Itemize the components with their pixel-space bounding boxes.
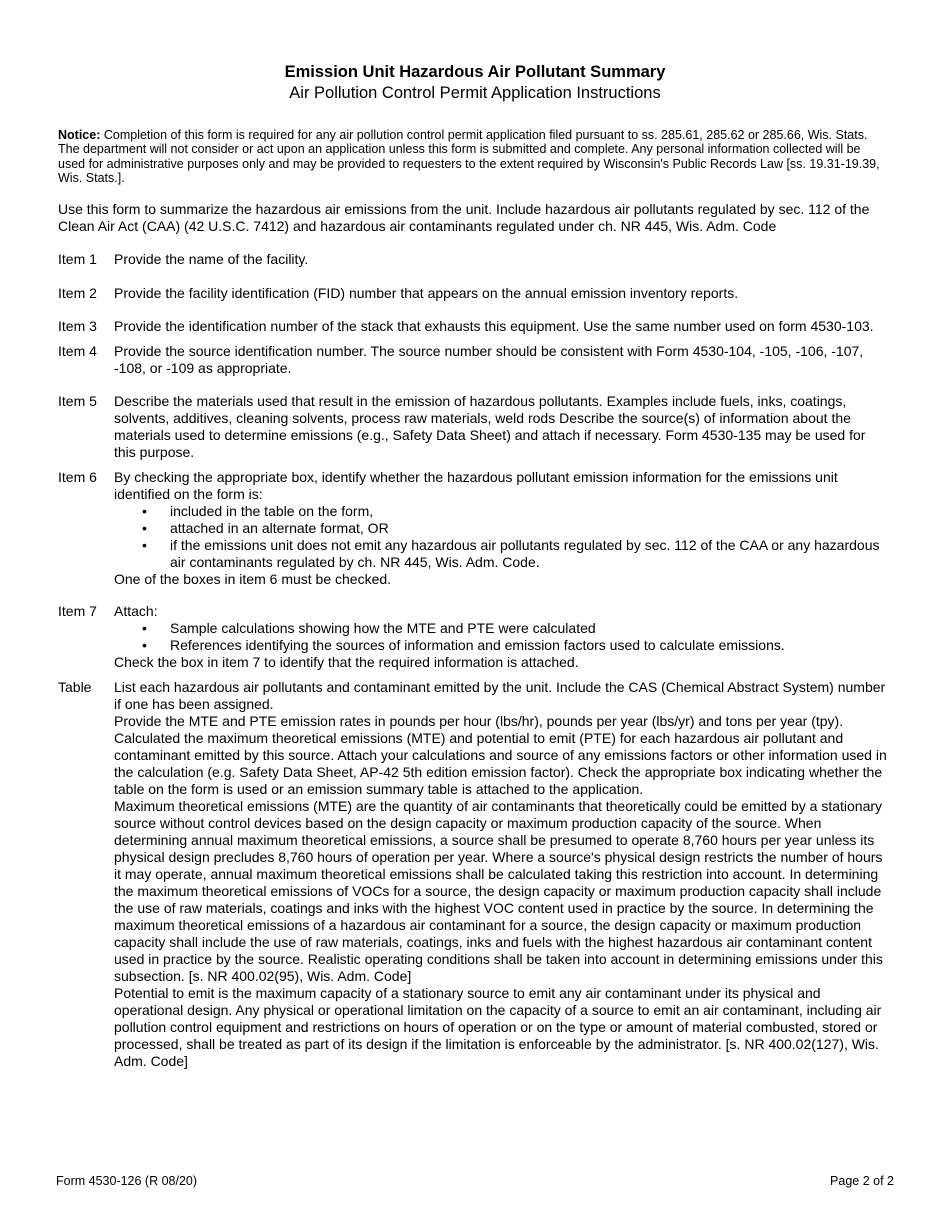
item-4-text: Provide the source identification number. The source number should be consistent with Form 4530-104, -105, -106, -107, -108, or -109 as appropriate. bbox=[114, 343, 864, 376]
bullet-icon: • bbox=[142, 637, 147, 653]
intro-paragraph: Use this form to summarize the hazardous air emissions from the unit. Include hazardous air pollutants regulated by sec. 112 of the Clean Air Act (CAA) (42 U.S.C. 7412) and hazardous air contaminants regulated under ch. NR 445, Wis. Adm. Code bbox=[58, 201, 870, 234]
notice-paragraph bbox=[58, 128, 890, 186]
bullet-icon: • bbox=[142, 520, 147, 536]
table-paragraph-2: Provide the MTE and PTE emission rates in pounds per hour (lbs/hr), pounds per year (lbs/yr) and tons per year (tpy). Calculated the maximum theoretical emissions (MTE) and potential to emit (PTE) for each hazardous air pollutant and contaminant emitted by this source. Attach your calculations and source of any emissions factors or other information used in the calculation (e.g. Safety Data Sheet, AP-42 5th edition emission factor). Check the appropriate box indicating whether the table on the form is used or an emission summary table is attached to the application. bbox=[114, 713, 887, 797]
item-3 bbox=[58, 318, 890, 335]
page-number: Page 2 of 2 bbox=[830, 1174, 894, 1188]
item-2-text: Provide the facility identification (FID) number that appears on the annual emission inventory reports. bbox=[114, 285, 739, 301]
item-7-footer: Check the box in item 7 to identify that the required information is attached. bbox=[114, 654, 579, 670]
table-instructions bbox=[58, 679, 890, 1070]
table-paragraph-1: List each hazardous air pollutants and contaminant emitted by the unit. Include the CAS (Chemical Abstract System) number if one has been assigned. bbox=[114, 679, 886, 712]
notice-text: Completion of this form is required for any air pollution control permit application filed pursuant to ss. 285.61, 285.62 or 285.66, Wis. Stats. The department will not consider or act upon an application unless this form is submitted and complete. Any personal information collected will be used for administrative purposes only and may be provided to requesters to the extent required by Wisconsin's Public Records Law [ss. 19.31-19.39, Wis. Stats.]. bbox=[58, 128, 880, 186]
bullet-icon: • bbox=[142, 537, 147, 553]
table-paragraph-mte: Maximum theoretical emissions (MTE) are the quantity of air contaminants that theoretically could be emitted by a stationary source without control devices based on the design capacity or maximum production capacity of the source. When determining annual maximum theoretical emissions, a source shall be presumed to operate 8,760 hours per year unless its physical design precludes 8,760 hours of operation per year. Where a source's physical design restricts the number of hours it may operate, annual maximum theoretical emissions shall be calculated taking this restriction into account. In determining the maximum theoretical emissions of VOCs for a source, the design capacity or maximum production capacity shall include the use of raw materials, coatings and inks with the highest VOC content used in practice by the source. In determining the maximum theoretical emissions of a hazardous air contaminant for a source, the design capacity or maximum production capacity shall include the use of raw materials, coatings, inks and fuels with the highest hazardous air contaminant content used in practice by the source. Realistic operating conditions shall be taken into account in determining emissions under this subsection. [s. NR 400.02(95), Wis. Adm. Code] bbox=[114, 798, 883, 984]
bullet-icon: • bbox=[142, 620, 147, 636]
item-1-text: Provide the name of the facility. bbox=[114, 251, 309, 267]
list-item: • References identifying the sources of information and emission factors used to calculate emissions. bbox=[142, 637, 785, 653]
item-3-label: Item 3 bbox=[58, 318, 97, 334]
item-6-footer: One of the boxes in item 6 must be checked. bbox=[114, 571, 392, 587]
item-2 bbox=[58, 285, 890, 302]
item-1-label: Item 1 bbox=[58, 251, 97, 267]
item-5-text: Describe the materials used that result in the emission of hazardous pollutants. Examples include fuels, inks, coatings, solvents, additives, cleaning solvents, process raw materials, weld rods Describe the source(s) of information about the materials used to determine emissions (e.g., Safety Data Sheet) and attach if necessary. Form 4530-135 may be used for this purpose. bbox=[114, 393, 866, 460]
form-number: Form 4530-126 (R 08/20) bbox=[56, 1174, 198, 1188]
item-7-text: Attach: bbox=[114, 603, 158, 619]
item-2-label: Item 2 bbox=[58, 285, 97, 301]
table-label: Table bbox=[58, 679, 92, 695]
item-6 bbox=[58, 469, 890, 588]
list-item: • included in the table on the form, bbox=[142, 503, 374, 519]
bullet-icon: • bbox=[142, 503, 147, 519]
list-item: • attached in an alternate format, OR bbox=[142, 520, 389, 536]
page-subtitle: Air Pollution Control Permit Application Instructions bbox=[289, 84, 661, 102]
list-item: • Sample calculations showing how the MTE and PTE were calculated bbox=[142, 620, 596, 636]
item-6-text: By checking the appropriate box, identify whether the hazardous pollutant emission information for the emissions unit identified on the form is: bbox=[114, 469, 838, 502]
item-4 bbox=[58, 343, 890, 377]
item-4-label: Item 4 bbox=[58, 343, 97, 359]
list-item: • if the emissions unit does not emit any hazardous air pollutants regulated by sec. 112 of the CAA or any hazardous air contaminants regulated by ch. NR 445, Wis. Adm. Code. bbox=[142, 537, 880, 570]
item-7-bullets bbox=[114, 620, 890, 654]
notice-label: Notice: bbox=[58, 128, 101, 142]
item-5-label: Item 5 bbox=[58, 393, 97, 409]
table-paragraph-pte: Potential to emit is the maximum capacity of a stationary source to emit any air contaminant under its physical and operational design. Any physical or operational limitation on the capacity of a source to emit an air contaminant, including air pollution control equipment and restrictions on hours of operation or on the type or amount of material combusted, stored or processed, shall be treated as part of its design if the limitation is enforceable by the administrator. [s. NR 400.02(127), Wis. Adm. Code] bbox=[114, 985, 882, 1069]
item-3-text: Provide the identification number of the stack that exhausts this equipment. Use the same number used on form 4530-103. bbox=[114, 318, 874, 334]
item-6-bullets bbox=[114, 503, 890, 571]
item-1 bbox=[58, 251, 890, 268]
item-7-label: Item 7 bbox=[58, 603, 97, 619]
item-6-label: Item 6 bbox=[58, 469, 97, 485]
page-title: Emission Unit Hazardous Air Pollutant Summary bbox=[284, 63, 666, 81]
item-5 bbox=[58, 393, 890, 461]
item-7 bbox=[58, 603, 890, 671]
